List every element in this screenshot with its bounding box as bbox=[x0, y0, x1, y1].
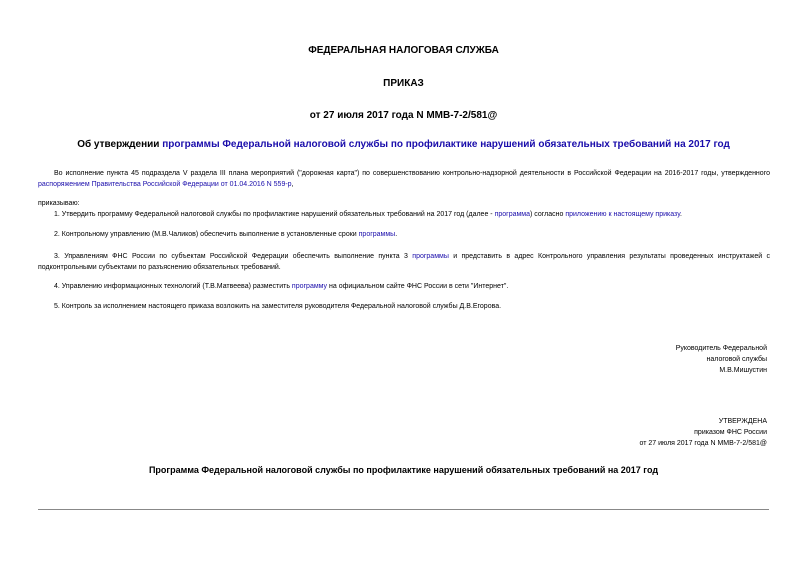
preamble bbox=[38, 168, 770, 190]
preamble-text: Во исполнение пункта 45 подраздела V раздела III плана мероприятий ("дорожная карта") по совершенствованию контрольно-надзорной деятельности в Российской Федерации на 2016-2017 годы, утвержденного bbox=[54, 170, 770, 177]
item-2-program-link[interactable]: программы bbox=[358, 231, 396, 238]
divider bbox=[38, 509, 769, 510]
title-prefix: Об утверждении bbox=[77, 139, 163, 150]
signature-line-3: М.В.Мишустин bbox=[719, 367, 767, 374]
item-4 bbox=[38, 281, 770, 292]
item-2 bbox=[38, 229, 770, 240]
item-3-text: 3. Управлениям ФНС России по субъектам Российской Федерации обеспечить выполнение пункта 3 bbox=[54, 253, 413, 260]
item-3-text-b: и представить в адрес Контрольного управления результаты проведенных инструктажей с подконтрольными субъектами по разъяснению обязательных требований. bbox=[38, 253, 770, 271]
item-3 bbox=[38, 251, 770, 273]
approved-line-1: УТВЕРЖДЕНА bbox=[718, 418, 767, 425]
signature-line-2: налоговой службы bbox=[706, 356, 767, 363]
item-5: 5. Контроль за исполнением настоящего приказа возложить на заместителя руководителя Федеральной налоговой службы Д.В.Егорова. bbox=[54, 303, 502, 310]
approved-line-2: приказом ФНС России bbox=[694, 429, 767, 436]
item-4-program-link[interactable]: программу bbox=[291, 283, 328, 290]
document-title bbox=[0, 139, 807, 150]
title-program-link[interactable]: программы Федеральной налоговой службы по профилактике нарушений обязательных требований на 2017 год bbox=[162, 139, 730, 150]
item-4-text: 4. Управлению информационных технологий (Т.В.Матвеева) разместить bbox=[54, 283, 292, 290]
signature-line-1: Руководитель Федеральной bbox=[675, 345, 767, 352]
agency-name: ФЕДЕРАЛЬНАЯ НАЛОГОВАЯ СЛУЖБА bbox=[308, 45, 499, 56]
item-1-program-link[interactable]: программа bbox=[494, 211, 530, 218]
order-word: приказываю: bbox=[38, 200, 80, 207]
item-1-text: 1. Утвердить программу Федеральной налоговой службы по профилактике нарушений обязательных требований на 2017 год (далее - bbox=[54, 211, 495, 218]
signature-block bbox=[676, 343, 767, 376]
item-2-text-b: . bbox=[395, 231, 398, 238]
government-order-link[interactable]: распоряжением Правительства Российской Федерации от 01.04.2016 N 559-р bbox=[38, 181, 292, 188]
item-2-text: 2. Контрольному управлению (М.В.Чаликов) обеспечить выполнение в установленные сроки bbox=[54, 231, 359, 238]
item-1-text-c: . bbox=[680, 211, 682, 218]
item-3-program-link[interactable]: программы bbox=[412, 253, 449, 260]
document-date-number: от 27 июля 2017 года N ММВ-7-2/581@ bbox=[309, 110, 498, 121]
item-4-text-b: на официальном сайте ФНС России в сети "Интернет". bbox=[327, 283, 509, 290]
item-1 bbox=[38, 209, 770, 220]
document-type: ПРИКАЗ bbox=[383, 78, 424, 89]
program-title: Программа Федеральной налоговой службы по профилактике нарушений обязательных требований на 2017 год bbox=[148, 465, 659, 475]
approved-line-3: от 27 июля 2017 года N ММВ-7-2/581@ bbox=[639, 440, 767, 447]
item-1-appendix-link[interactable]: приложению к настоящему приказу bbox=[565, 211, 680, 218]
preamble-end: , bbox=[291, 181, 294, 188]
approved-block bbox=[639, 416, 767, 449]
item-1-text-b: ) согласно bbox=[530, 211, 566, 218]
